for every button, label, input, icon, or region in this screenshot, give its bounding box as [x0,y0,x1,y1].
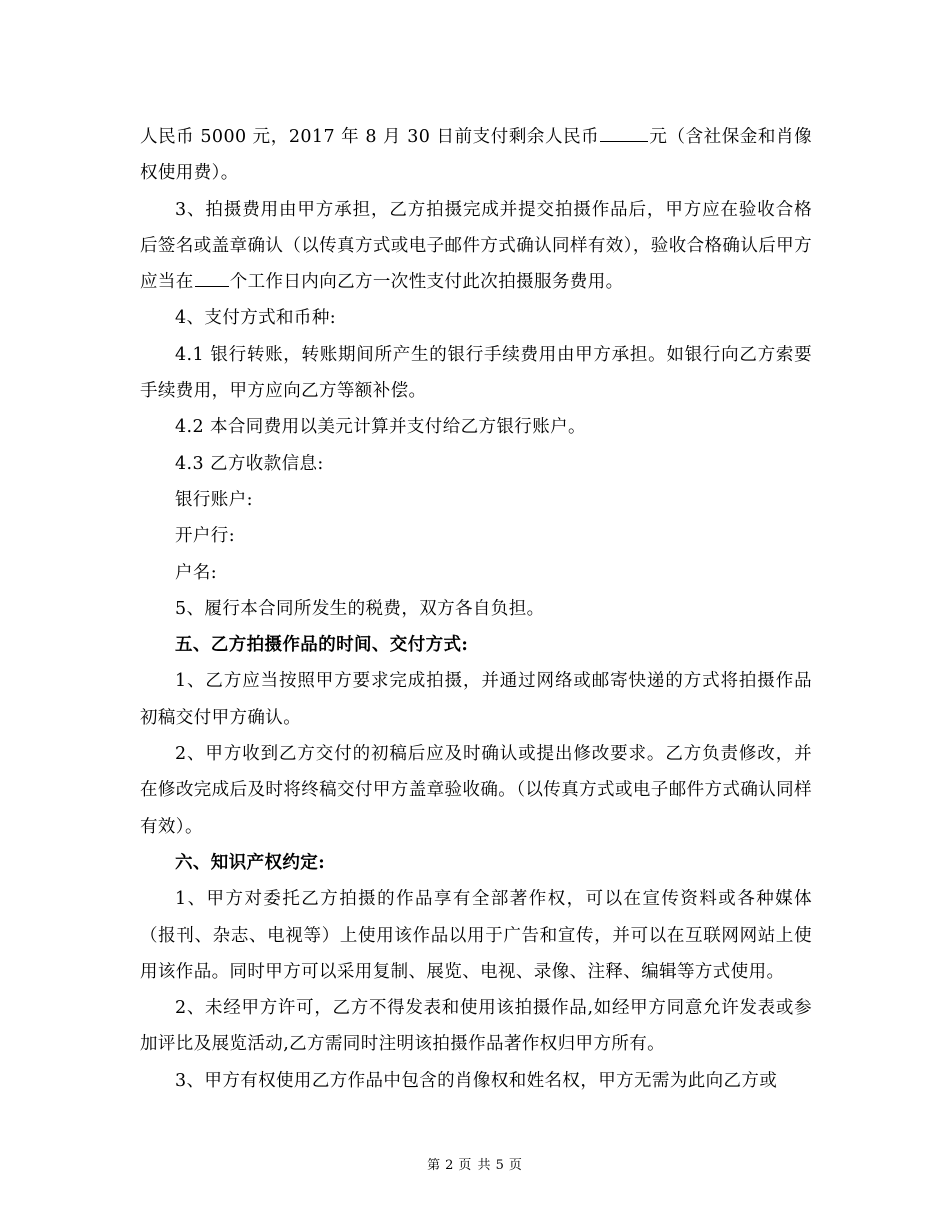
field-bank-account: 银行账户: [175,489,253,510]
paragraph-payment-balance [140,119,812,192]
paragraph-text: 3、拍摄费用由甲方承担，乙方拍摄完成并提交拍摄作品后，甲方应在验收合格后签名或盖章确认（以传真方式或电子邮件方式确认同样有效），验收合格确认后甲方应当在 [140,199,812,293]
page-footer [0,1154,950,1173]
footer-total-pages: 5 [495,1158,505,1173]
paragraph-shooting-fee [140,192,812,301]
paragraph-portrait-rights: 3、甲方有权使用乙方作品中包含的肖像权和姓名权，甲方无需为此向乙方或 [175,1070,778,1091]
document-body [140,119,812,1099]
section-heading-delivery: 五、乙方拍摄作品的时间、交付方式: [175,635,469,656]
section-heading-ip: 六、知识产权约定: [175,852,326,873]
paragraph-taxes: 5、履行本合同所发生的税费，双方各自负担。 [175,598,545,619]
paragraph-text: 个工作日内向乙方一次性支付此次拍摄服务费用。 [229,272,624,293]
paragraph-text: 元（含社保金和肖像权使用费）。 [140,127,813,184]
paragraph-payment-method: 4、支付方式和币种: [175,308,337,329]
paragraph-currency: 4.2 本合同费用以美元计算并支付给乙方银行账户。 [175,417,586,438]
paragraph-receiving-info: 4.3 乙方收款信息: [175,453,324,474]
paragraph-bank-transfer: 4.1 银行转账，转账期间所产生的银行手续费用由甲方承担。如银行向乙方索要手续费用，甲方应向乙方等额补偿。 [140,344,812,402]
paragraph-revision: 2、甲方收到乙方交付的初稿后应及时确认或提出修改要求。乙方负责修改，并在修改完成后及时将终稿交付甲方盖章验收确。（以传真方式或电子邮件方式确认同样有效）。 [140,744,812,837]
paragraph-publication: 2、未经甲方许可，乙方不得发表和使用该拍摄作品,如经甲方同意允许发表或参加评比及展览活动,乙方需同时注明该拍摄作品著作权归甲方所有。 [140,998,812,1055]
footer-page-number: 2 [445,1158,455,1173]
field-account-name: 户名: [175,562,218,583]
footer-suffix: 页 [508,1158,523,1173]
footer-middle: 页 共 [458,1158,492,1173]
blank-amount [600,123,648,142]
paragraph-copyright: 1、甲方对委托乙方拍摄的作品享有全部著作权，可以在宣传资料或各种媒体（报刊、杂志、电视等）上使用该作品以用于广告和宣传，并可以在互联网网站上使用该作品。同时甲方可以采用复制、展览、电视、录像、注释、编辑等方式使用。 [140,889,812,982]
field-bank-name: 开户行: [175,526,235,547]
paragraph-draft-delivery: 1、乙方应当按照甲方要求完成拍摄，并通过网络或邮寄快递的方式将拍摄作品初稿交付甲方确认。 [140,671,812,728]
paragraph-text: 人民币 5000 元，2017 年 8 月 30 日前支付剩余人民币 [140,127,600,147]
blank-days [195,268,229,287]
footer-prefix: 第 [427,1158,442,1173]
